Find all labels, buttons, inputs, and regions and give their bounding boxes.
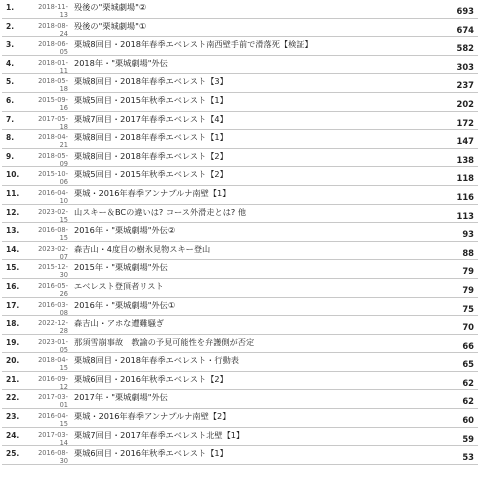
list-item[interactable]: [0, 0, 480, 19]
post-date: 2023-02-15: [38, 207, 68, 224]
post-date: 2017-05-18: [38, 114, 68, 131]
list-item[interactable]: [0, 223, 480, 242]
post-date: 2015-10-06: [38, 170, 68, 187]
view-count: 138: [456, 154, 474, 165]
rank-number: 7.: [6, 114, 15, 124]
article-title-link[interactable]: 森吉山・4度目の樹氷見物スキー登山: [74, 243, 211, 254]
rank-number: 14.: [6, 244, 20, 254]
post-date: 2018-04-15: [38, 356, 68, 373]
view-count: 79: [462, 284, 474, 295]
list-item[interactable]: [0, 279, 480, 298]
rank-number: 8.: [6, 133, 15, 143]
article-title-link[interactable]: 栗城8回目・2018年春季エベレスト【1】: [74, 132, 228, 143]
view-count: 70: [462, 322, 474, 333]
view-count: 59: [462, 433, 474, 444]
list-item[interactable]: [0, 149, 480, 168]
list-item[interactable]: [0, 205, 480, 224]
post-date: 2018-05-18: [38, 77, 68, 94]
article-title-link[interactable]: 那須雪崩事故 教諭の予見可能性を弁護側が否定: [74, 336, 255, 347]
view-count: 62: [462, 377, 474, 388]
rank-number: 9.: [6, 151, 15, 161]
article-title-link[interactable]: 2018年・"栗城劇場"外伝: [74, 57, 168, 68]
rank-number: 24.: [6, 430, 20, 440]
rank-number: 3.: [6, 40, 15, 50]
view-count: 202: [456, 98, 474, 109]
post-date: 2016-08-15: [38, 226, 68, 243]
post-date: 2023-02-07: [38, 244, 68, 261]
view-count: 93: [462, 229, 474, 240]
article-title-link[interactable]: 2015年・"栗城劇場"外伝: [74, 262, 168, 273]
article-title-link[interactable]: 栗城・2016年春季アンナプルナ南壁【2】: [74, 411, 231, 422]
row-divider: [2, 464, 478, 465]
rank-number: 21.: [6, 374, 20, 384]
post-date: 2016-04-10: [38, 188, 68, 205]
rank-number: 2.: [6, 21, 15, 31]
rank-number: 10.: [6, 170, 20, 180]
list-item[interactable]: [0, 37, 480, 56]
view-count: 60: [462, 415, 474, 426]
list-item[interactable]: [0, 242, 480, 261]
post-date: 2018-05-09: [38, 151, 68, 168]
article-title-link[interactable]: エベレスト登頂者リスト: [74, 280, 164, 291]
article-title-link[interactable]: 栗城5回目・2015年秋季エベレスト【2】: [74, 169, 228, 180]
list-item[interactable]: [0, 167, 480, 186]
view-count: 53: [462, 452, 474, 463]
view-count: 79: [462, 266, 474, 277]
rank-number: 25.: [6, 449, 20, 459]
rank-number: 1.: [6, 3, 15, 12]
rank-number: 18.: [6, 319, 20, 329]
post-date: 2015-12-30: [38, 263, 68, 280]
view-count: 113: [456, 210, 474, 221]
view-count: 88: [462, 247, 474, 258]
post-date: 2018-01-11: [38, 58, 68, 75]
rank-number: 15.: [6, 263, 20, 273]
post-date: 2015-09-16: [38, 95, 68, 112]
article-title-link[interactable]: 森吉山・アホな遭難騒ぎ: [74, 318, 165, 329]
article-title-link[interactable]: 栗城8回目・2018年春季エベレスト【3】: [74, 76, 228, 87]
post-date: 2017-03-14: [38, 430, 68, 447]
list-item[interactable]: [0, 446, 480, 465]
rank-number: 20.: [6, 356, 20, 366]
post-date: 2018-06-05: [38, 40, 68, 57]
rank-number: 23.: [6, 412, 20, 422]
post-date: 2016-04-15: [38, 412, 68, 429]
view-count: 116: [456, 191, 474, 202]
article-title-link[interactable]: 栗城8回目・2018年春季エベレスト・行動表: [74, 355, 239, 366]
post-date: 2022-12-28: [38, 319, 68, 336]
article-title-link[interactable]: 栗城5回目・2015年秋季エベレスト【1】: [74, 94, 228, 105]
view-count: 237: [456, 80, 474, 91]
view-count: 674: [456, 24, 474, 35]
view-count: 147: [456, 136, 474, 147]
article-title-link[interactable]: 2017年・"栗城劇場"外伝: [74, 392, 168, 403]
post-date: 2018-11-13: [38, 3, 68, 19]
list-item[interactable]: [0, 298, 480, 317]
article-title-link[interactable]: 栗城8回目・2018年春季エベレスト【2】: [74, 150, 228, 161]
rank-number: 19.: [6, 337, 20, 347]
rank-number: 22.: [6, 393, 20, 403]
list-item[interactable]: [0, 316, 480, 335]
post-date: 2016-09-12: [38, 374, 68, 391]
rank-number: 11.: [6, 188, 20, 198]
post-date: 2016-05-26: [38, 281, 68, 298]
post-date: 2016-08-30: [38, 449, 68, 466]
rank-number: 4.: [6, 58, 15, 68]
view-count: 65: [462, 359, 474, 370]
list-item[interactable]: [0, 335, 480, 354]
list-item[interactable]: [0, 130, 480, 149]
view-count: 75: [462, 303, 474, 314]
list-item[interactable]: [0, 93, 480, 112]
article-title-link[interactable]: 殁後の"栗城劇場"①: [74, 20, 147, 31]
article-title-link[interactable]: 栗城8回目・2018年春季エベレスト南西壁手前で滑落死【検証】: [74, 39, 313, 50]
list-item[interactable]: [0, 74, 480, 93]
list-item[interactable]: [0, 372, 480, 391]
list-item[interactable]: [0, 112, 480, 131]
view-count: 66: [462, 340, 474, 351]
rank-number: 17.: [6, 300, 20, 310]
article-title-link[interactable]: 山スキー＆BCの違いは? コース外滑走とは? 他: [74, 206, 247, 217]
list-item[interactable]: [0, 260, 480, 279]
list-item[interactable]: [0, 390, 480, 409]
rank-number: 16.: [6, 281, 20, 291]
list-item[interactable]: [0, 409, 480, 428]
rank-number: 6.: [6, 95, 15, 105]
post-date: 2018-04-21: [38, 133, 68, 150]
rank-number: 13.: [6, 226, 20, 236]
view-count: 172: [456, 117, 474, 128]
list-item[interactable]: [0, 186, 480, 205]
rank-number: 12.: [6, 207, 20, 217]
article-title-link[interactable]: 栗城7回目・2017年春季エベレスト北壁【1】: [74, 429, 245, 440]
article-title-link[interactable]: 2016年・"栗城劇場"外伝②: [74, 225, 176, 236]
list-item[interactable]: [0, 19, 480, 38]
rank-number: 5.: [6, 77, 15, 87]
view-count: 693: [456, 6, 474, 16]
view-count: 582: [456, 43, 474, 54]
article-title-link[interactable]: 2016年・"栗城劇場"外伝①: [74, 299, 176, 310]
post-date: 2018-08-24: [38, 21, 68, 38]
article-title-link[interactable]: 栗城6回目・2016年秋季エベレスト【2】: [74, 373, 228, 384]
article-title-link[interactable]: 栗城7回目・2017年春季エベレスト【4】: [74, 113, 228, 124]
article-title-link[interactable]: 栗城6回目・2016年秋季エベレスト【1】: [74, 448, 228, 459]
post-date: 2016-03-08: [38, 300, 68, 317]
list-item[interactable]: [0, 56, 480, 75]
view-count: 118: [456, 173, 474, 184]
view-count: 62: [462, 396, 474, 407]
list-item[interactable]: [0, 353, 480, 372]
post-date: 2023-01-05: [38, 337, 68, 354]
article-title-link[interactable]: 栗城・2016年春季アンナプルナ南壁【1】: [74, 187, 231, 198]
view-count: 303: [456, 61, 474, 72]
list-item[interactable]: [0, 428, 480, 447]
post-date: 2017-03-01: [38, 393, 68, 410]
article-title-link[interactable]: 殁後の"栗城劇場"②: [74, 2, 147, 12]
